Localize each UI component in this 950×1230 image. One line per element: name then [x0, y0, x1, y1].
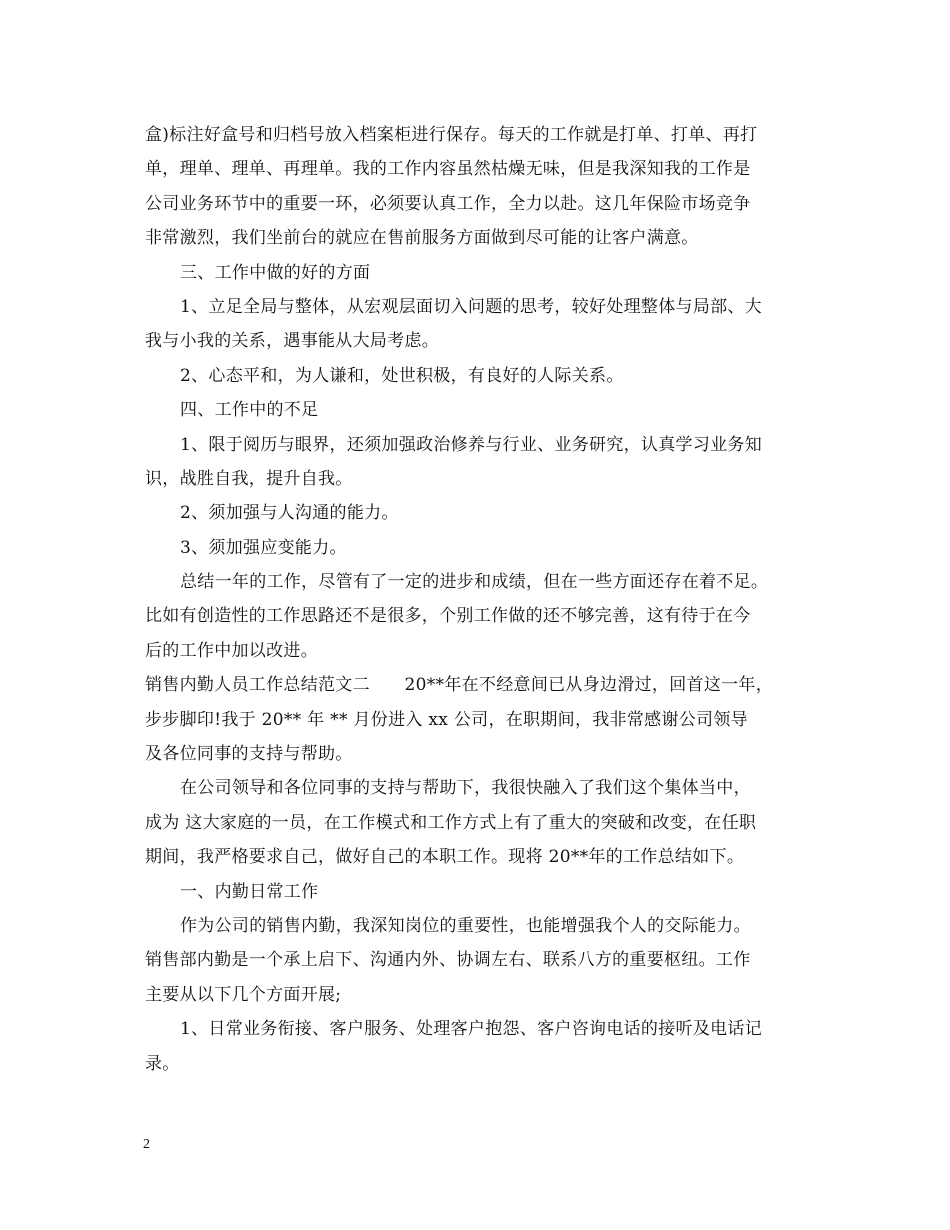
page-number: 2	[143, 1137, 150, 1152]
text-line: 一、内勤日常工作	[180, 881, 319, 902]
text-line: 销售部内勤是一个承上启下、沟通内外、协调左右、联系八方的重要枢纽。工作	[145, 950, 751, 971]
text-line: 主要从以下几个方面开展;	[145, 984, 342, 1005]
text-line: 后的工作中加以改进。	[145, 640, 318, 661]
text-line: 成为 这大家庭的一员，在工作模式和工作方式上有了重大的突破和改变，在任职	[145, 812, 757, 833]
text-line: 在公司领导和各位同事的支持与帮助下，我很快融入了我们这个集体当中，	[180, 778, 751, 799]
text-line: 单，理单、理单、再理单。我的工作内容虽然枯燥无味，但是我深知我的工作是	[145, 159, 751, 180]
text-line: 公司业务环节中的重要一环，必须要认真工作，全力以赴。这几年保险市场竞争	[145, 193, 751, 214]
text-line: 1、立足全局与整体，从宏观层面切入问题的思考，较好处理整体与局部、大	[180, 296, 763, 317]
text-line: 步步脚印!我于 20** 年 ** 月份进入 xx 公司，在职期间，我非常感谢公司领导	[145, 709, 748, 730]
text-line: 3、须加强应变能力。	[180, 537, 347, 558]
text-line: 及各位同事的支持与帮助。	[145, 744, 353, 765]
text-line: 作为公司的销售内勤，我深知岗位的重要性，也能增强我个人的交际能力。	[180, 915, 751, 936]
text-line: 1、日常业务衔接、客户服务、处理客户抱怨、客户咨询电话的接听及电话记	[180, 1019, 763, 1040]
text-line: 三、工作中做的好的方面	[180, 262, 371, 283]
text-line: 1、限于阅历与眼界，还须加强政治修养与行业、业务研究，认真学习业务知	[180, 434, 763, 455]
text-line: 2、须加强与人沟通的能力。	[180, 503, 399, 524]
text-line: 期间，我严格要求自己，做好自己的本职工作。现将 20**年的工作总结如下。	[145, 847, 745, 868]
text-line: 2、心态平和，为人谦和，处世积极，有良好的人际关系。	[180, 365, 624, 386]
text-line: 比如有创造性的工作思路还不是很多，个别工作做的还不够完善，这有待于在今	[145, 606, 751, 627]
text-line: 识，战胜自我，提升自我。	[145, 468, 353, 489]
text-line: 录。	[145, 1053, 180, 1074]
text-line: 我与小我的关系，遇事能从大局考虑。	[145, 331, 440, 352]
text-line: 总结一年的工作，尽管有了一定的进步和成绩，但在一些方面还存在着不足。	[180, 572, 769, 593]
text-line: 盒)标注好盒号和归档号放入档案柜进行保存。每天的工作就是打单、打单、再打	[145, 125, 758, 145]
document-body	[145, 118, 815, 1081]
text-line: 非常激烈，我们坐前台的就应在售前服务方面做到尽可能的让客户满意。	[145, 228, 699, 249]
text-line: 四、工作中的不足	[180, 400, 319, 421]
text-line: 销售内勤人员工作总结范文二 20**年在不经意间已从身边滑过，回首这一年，	[145, 675, 774, 696]
